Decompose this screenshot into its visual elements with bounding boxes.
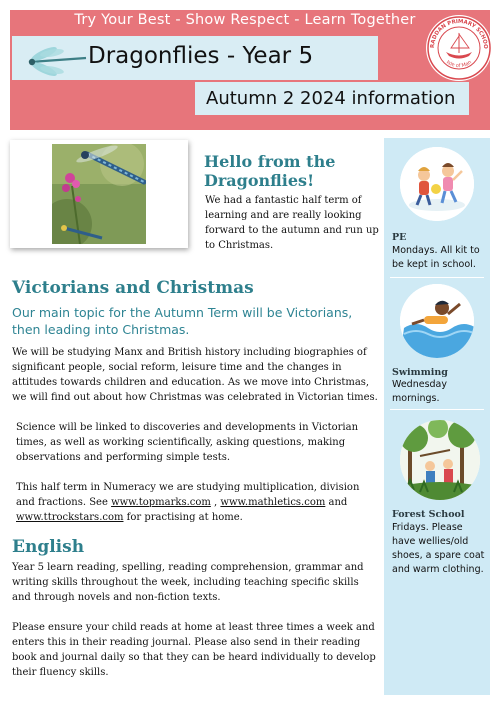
term-label: Autumn 2 2024 information: [206, 88, 456, 109]
science-paragraph: Science will be linked to discoveries and developments in Victorian times, as well as working scientifically, asking questions, making observations and performing simple tests.: [16, 422, 359, 463]
link-separator: ,: [210, 497, 221, 508]
svg-text:BRADDAN PRIMARY SCHOOL: RADDAN PRIMARY SCHOO: [429, 18, 489, 49]
numeracy-text-end: for practising at home.: [123, 512, 243, 523]
numeracy-paragraph: [16, 480, 366, 525]
english-heading: English: [12, 537, 85, 557]
intro-heading: Hello from the Dragonflies!: [204, 152, 336, 190]
victorians-subheading: Our main topic for the Autumn Term will be Victorians, then leading into Christmas.: [12, 305, 353, 337]
school-crest-logo: [426, 15, 492, 81]
swimming-icon: [400, 284, 474, 358]
pe-text: Mondays. All kit to be kept in school.: [392, 245, 480, 270]
victorians-heading: Victorians and Christmas: [12, 278, 254, 298]
sidebar: [384, 138, 490, 695]
school-motto: Try Your Best - Show Respect - Learn Together: [74, 12, 416, 28]
forest-school-label: Forest School: [392, 509, 465, 520]
forest-school-text: Fridays. Please have wellies/old shoes, a spare coat and warm clothing.: [392, 522, 485, 575]
swimming-label: Swimming: [392, 367, 448, 378]
page-title: Dragonflies - Year 5: [88, 43, 314, 69]
dragonfly-icon: [22, 44, 90, 78]
pe-label: PE: [392, 232, 407, 243]
forest-school-icon: [400, 420, 480, 500]
reading-paragraph: Please ensure your child reads at home at least three times a week and enters this in their reading journal. Please also send in their reading book and journal daily so that they can be heard individually to develop their fluency skills.: [12, 622, 376, 678]
numeracy-text-start: This half term in Numeracy we are studying multiplication, division and fractions. See: [16, 482, 360, 508]
link-separator: and: [325, 497, 348, 508]
swimming-text: Wednesday mornings.: [392, 379, 448, 404]
sidebar-divider: [390, 409, 484, 410]
intro-text: We had a fantastic half term of learning and are really looking forward to the autumn and run up to Christmas.: [205, 195, 379, 251]
pe-icon: [400, 147, 474, 221]
victorians-paragraph: We will be studying Manx and British history including biographies of significant people, social reform, leisure time and the changes in attitudes towards children and education. As we move into Christmas, we will find out about how Christmas was celebrated in Victorian times.: [12, 347, 378, 403]
dragonfly-photo: [52, 144, 146, 244]
topmarks-link[interactable]: www.topmarks.com: [111, 497, 211, 508]
english-paragraph: Year 5 learn reading, spelling, reading comprehension, grammar and writing skills throughout the week, including teaching specific skills and through novels and non-fiction texts.: [12, 562, 364, 603]
svg-text:Isle of Man: Isle of Man: [445, 59, 473, 70]
ttrockstars-link[interactable]: www.ttrockstars.com: [16, 512, 124, 523]
mathletics-link[interactable]: www.mathletics.com: [220, 497, 326, 508]
sidebar-divider: [390, 277, 484, 278]
